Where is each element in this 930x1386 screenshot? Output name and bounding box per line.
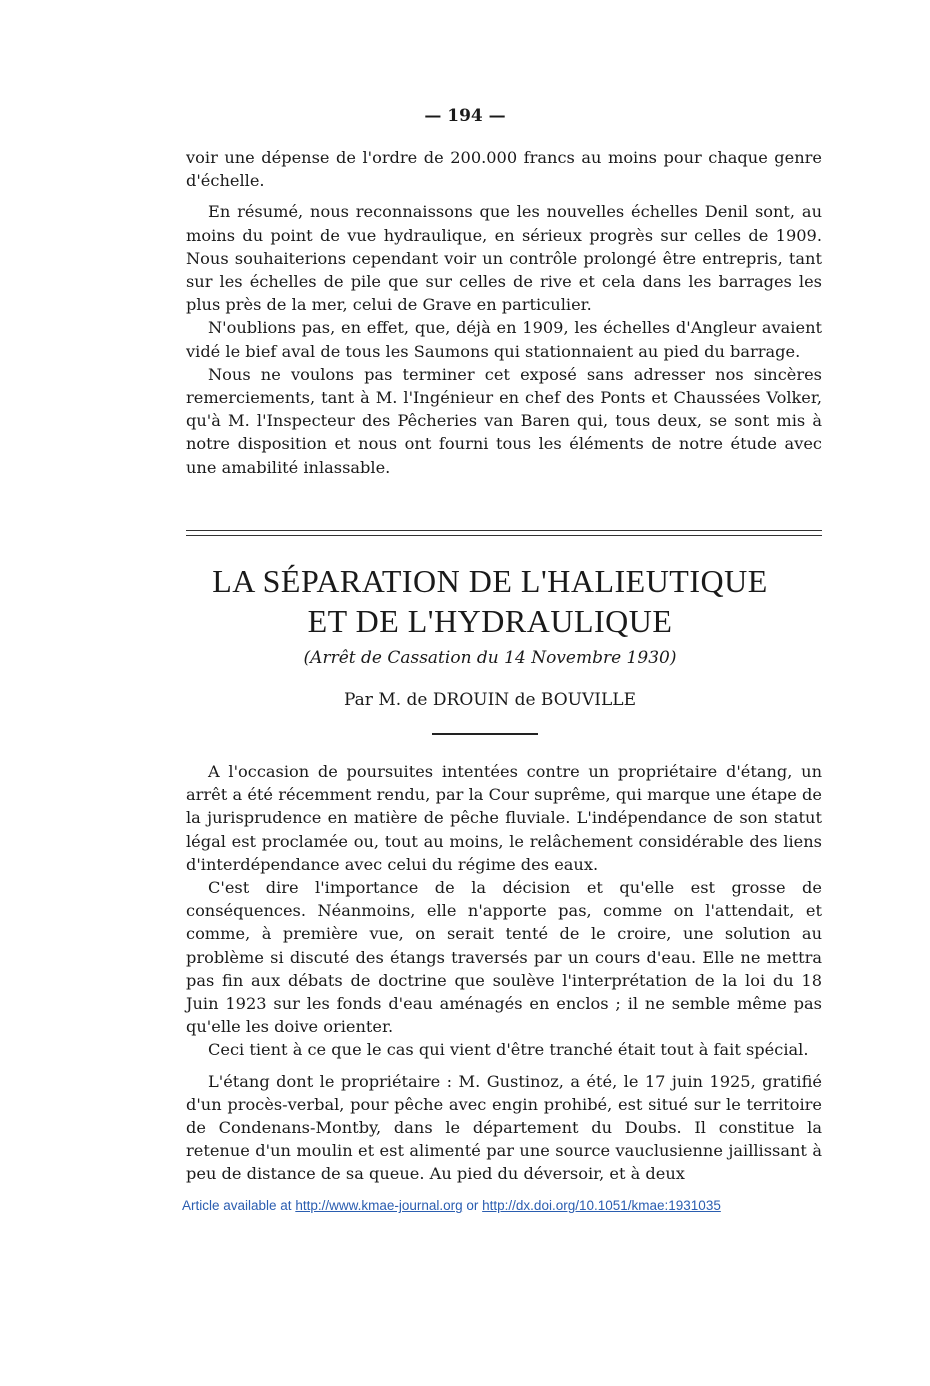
paragraph: A l'occasion de poursuites intentées contre un propriétaire d'étang, un arrêt a été récemment rendu, par la Cour suprême, qui marque une étape de la jurisprudence en matière de pêche fluviale. L'indépendance de son statut légal est proclamée ou, tout au moins, le relâchement considérable des liens d'interdépendance avec celui du régime des eaux. xyxy=(186,762,822,874)
title-rule xyxy=(432,733,538,735)
doi-link[interactable]: http://dx.doi.org/10.1051/kmae:1931035 xyxy=(482,1198,721,1213)
article-title-line-1: LA SÉPARATION DE L'HALIEUTIQUE xyxy=(212,563,768,599)
paragraph: Nous ne voulons pas terminer cet exposé sans adresser nos sincères remerciements, tant à M. l'Ingénieur en chef des Ponts et Chaussées Volker, qu'à M. l'Inspecteur des Pêcheries van Baren qui, tous deux, se sont mis à notre disposition et nous ont fourni tous les éléments de notre étude avec une amabilité inlassable. xyxy=(186,364,822,477)
paragraph: voir une dépense de l'ordre de 200.000 francs au moins pour chaque genre d'échelle. xyxy=(186,148,822,191)
article-body xyxy=(186,760,822,1186)
paragraph: L'étang dont le propriétaire : M. Gustinoz, a été, le 17 juin 1925, gratifié d'un procès-verbal, pour pêche avec engin prohibé, est situé sur le territoire de Condenans-Montby, dans le département du Doubs. Il constitue la retenue d'un moulin et est alimenté par une source vauclusienne jaillissant à peu de distance de sa queue. Au pied du déversoir, et à deux xyxy=(186,1071,822,1184)
availability-note xyxy=(182,1198,721,1213)
availability-prefix: Article available at xyxy=(182,1198,296,1213)
previous-article-text xyxy=(186,146,822,479)
article-byline: Par M. de DROUIN de BOUVILLE xyxy=(344,690,636,710)
article-subtitle: (Arrêt de Cassation du 14 Novembre 1930) xyxy=(303,648,677,668)
paragraph: En résumé, nous reconnaissons que les nouvelles échelles Denil sont, au moins du point de vue hydraulique, en sérieux progrès sur celles de 1909. Nous souhaiterions cependant voir un contrôle prolongé être entrepris, tant sur les échelles de pile que sur celles de rive et cela dans les barrages les plus près de la mer, celui de Grave en particulier. xyxy=(186,202,822,315)
article-title-line-2: ET DE L'HYDRAULIQUE xyxy=(307,603,673,639)
paragraph: N'oublions pas, en effet, que, déjà en 1909, les échelles d'Angleur avaient vidé le bief aval de tous les Saumons qui stationnaient au pied du barrage. xyxy=(186,318,822,361)
paragraph: C'est dire l'importance de la décision et qu'elle est grosse de conséquences. Néanmoins, elle n'apporte pas, comme on l'attendait, et comme, à première vue, on serait tenté de le croire, une solution au problème si discuté des étangs traversés par un cours d'eau. Elle ne mettra pas fin aux débats de doctrine que soulève l'interprétation de la loi du 18 Juin 1923 sur les fonds d'eau aménagés en enclos ; il ne semble même pas qu'elle les doive orienter. xyxy=(186,878,822,1037)
availability-middle: or xyxy=(462,1198,483,1213)
page-number: — 194 — xyxy=(424,106,506,126)
journal-link[interactable]: http://www.kmae-journal.org xyxy=(295,1198,463,1213)
section-divider xyxy=(186,530,822,536)
paragraph: Ceci tient à ce que le cas qui vient d'être tranché était tout à fait spécial. xyxy=(208,1040,809,1060)
